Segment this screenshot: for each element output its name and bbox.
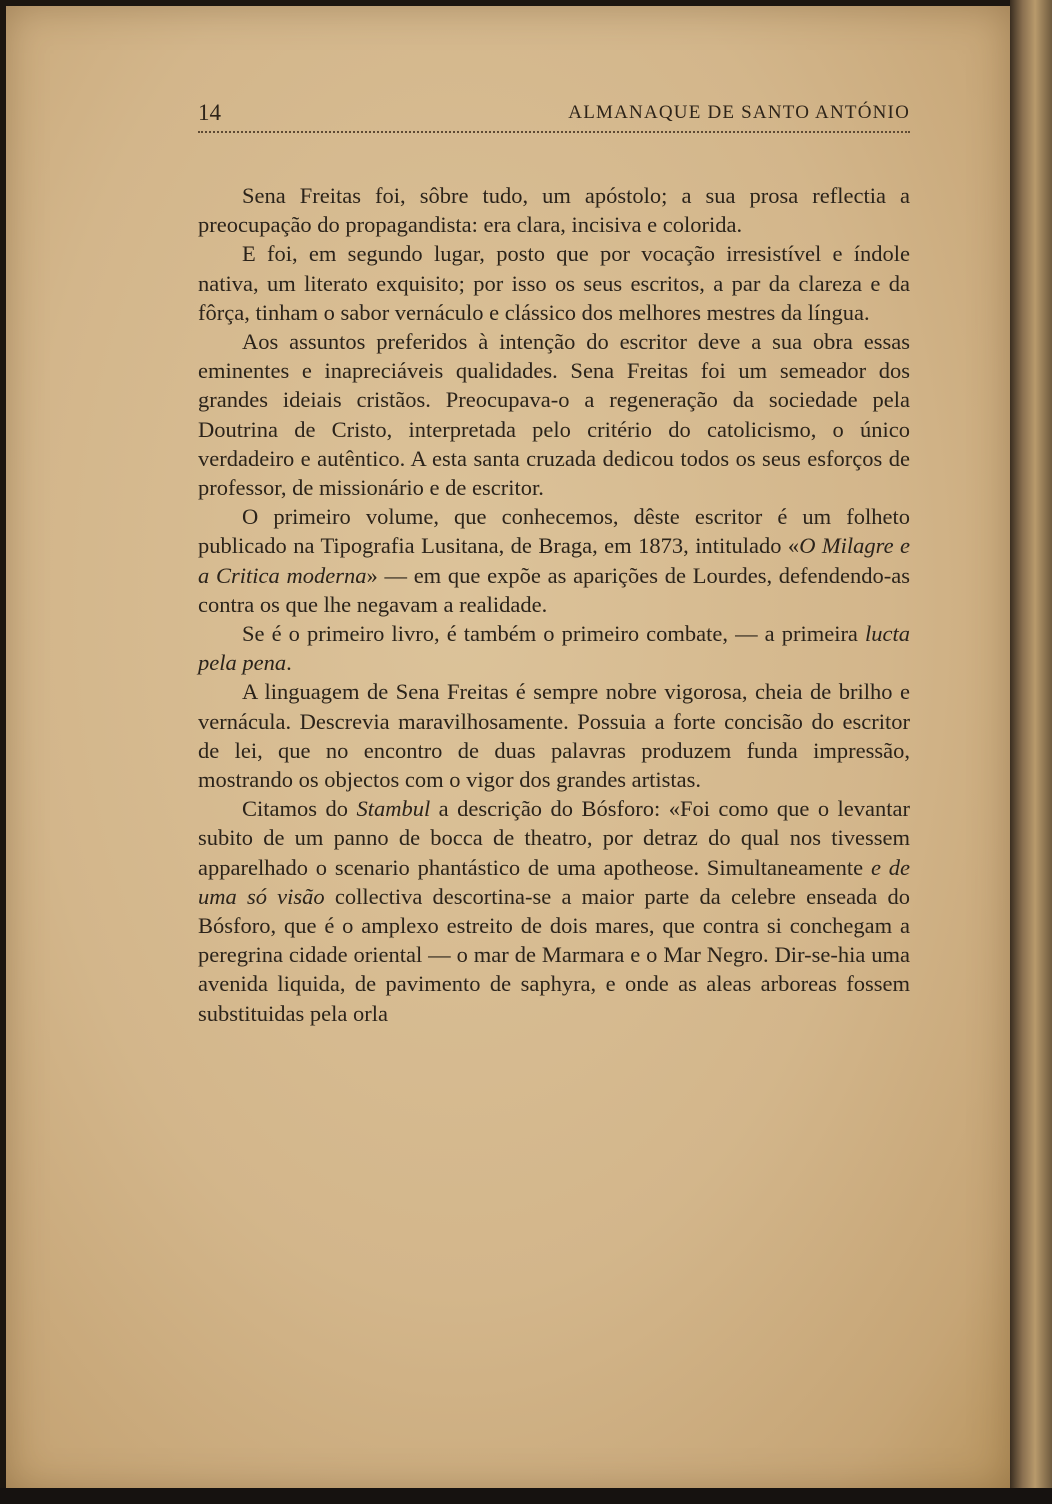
paragraph [198, 239, 910, 327]
text-run: . [286, 650, 292, 676]
book-spine-edge [1010, 0, 1052, 1504]
text-run: Sena Freitas foi, sôbre tudo, um apóstolo; a sua prosa reflectia a preocupação do propagandista: era clara, incisiva e colorida. [198, 183, 910, 238]
paragraph [198, 677, 910, 794]
paragraph [198, 181, 910, 239]
text-run: collectiva descortina-se a maior parte da celebre enseada do Bósforo, que é o amplexo estreito de dois mares, que contra si conchegam a peregrina cidade oriental — o mar de Marmara e o Mar Negro. Dir-se-hia uma avenida liquida, de pavimento de saphyra, e onde as aleas arboreas fossem substituidas pela orla [198, 883, 911, 1026]
text-run: A linguagem de Sena Freitas é sempre nobre vigorosa, cheia de brilho e vernácula. Descrevia maravilhosamente. Possuia a forte concisão do escritor de lei, que no encontro de duas palavras produzem funda impressão, mostrando os objectos com o vigor dos grandes artistas. [198, 679, 910, 793]
text-run: » — em que expõe as aparições de Lourdes, defendendo-as contra os que lhe negavam a realidade. [198, 562, 910, 617]
page-bottom-edge [0, 1488, 1052, 1504]
paragraph [198, 327, 910, 502]
text-run: Aos assuntos preferidos à intenção do escritor deve a sua obra essas eminentes e inapreciáveis qualidades. Sena Freitas foi um semeador dos grandes ideiais cristãos. Preocupava-o a regeneração da sociedade pela Doutrina de Cristo, interpretada pelo critério do catolicismo, o único verdadeiro e autêntico. A esta santa cruzada dedicou todos os seus esforços de professor, de missionário e de escritor. [198, 329, 910, 501]
italic-title: e de uma só visão [198, 854, 910, 909]
italic-title: O Milagre e a Critica moderna [198, 533, 911, 588]
page-header [198, 96, 910, 136]
text-run: a descrição do Bósforo: «Foi como que o levantar subito de um panno de bocca de theatro, por detraz do qual nos tivessem apparelhado o scenario phantástico de uma apotheose. Simultaneamente [198, 796, 910, 880]
header-rule [198, 131, 910, 133]
text-run: O primeiro volume, que conhecemos, dêste escritor é um folheto publicado na Tipografia Lusitana, de Braga, em 1873, intitulado « [198, 504, 910, 559]
paragraph [198, 619, 910, 677]
italic-title: lucta pela pena [198, 621, 910, 676]
text-run: E foi, em segundo lugar, posto que por vocação irresistível e índole nativa, um literato exquisito; por isso os seus escritos, a par da clareza e da fôrça, tinham o sabor vernáculo e clássico dos melhores mestres da língua. [198, 241, 910, 325]
running-title: ALMANAQUE DE SANTO ANTÓNIO [568, 102, 910, 123]
paragraph [198, 502, 910, 619]
text-run: Citamos do [242, 796, 357, 822]
italic-title: Stambul [356, 796, 431, 822]
text-run: Se é o primeiro livro, é também o primeiro combate, — a primeira [242, 621, 865, 647]
body-text [198, 181, 910, 1028]
page-number: 14 [198, 100, 221, 125]
paragraph [198, 794, 910, 1028]
